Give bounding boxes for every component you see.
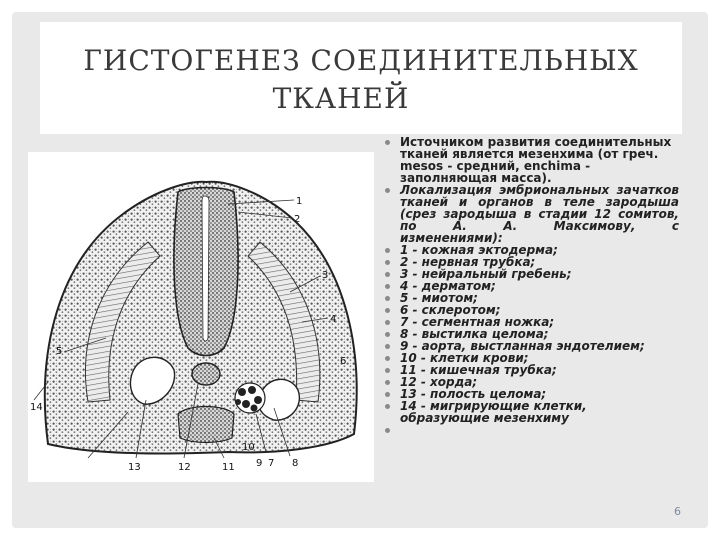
figure-label-1: 1 [296, 196, 303, 207]
figure-label-10: 10 [242, 442, 255, 453]
slide-title-line-1: ГИСТОГЕНЕЗ СОЕДИНИТЕЛЬНЫХ [83, 44, 639, 77]
figure-label-11: 11 [222, 462, 235, 473]
legend-item-8: 8 - выстилка целома; [383, 328, 679, 340]
slide-title [40, 42, 682, 118]
gut-tube [178, 407, 234, 443]
legend-item-4: 4 - дерматом; [383, 280, 679, 292]
legend-item-9: 9 - аорта, выстланная эндотелием; [383, 340, 679, 352]
notochord [192, 363, 220, 385]
legend-item-3: 3 - нейральный гребень; [383, 268, 679, 280]
legend-item-2: 2 - нервная трубка; [383, 256, 679, 268]
embryo-cross-section-figure [28, 152, 374, 482]
figure-label-8: 8 [292, 458, 299, 469]
legend-item-11: 11 - кишечная трубка; [383, 364, 679, 376]
bullet-localization-end: изменениями): [400, 231, 503, 245]
empty-bullet [383, 424, 679, 436]
legend-item-6: 6 - склеротом; [383, 304, 679, 316]
legend-item-1: 1 - кожная эктодерма; [383, 244, 679, 256]
legend-item-5: 5 - миотом; [383, 292, 679, 304]
figure-label-9: 9 [256, 458, 263, 469]
legend-item-10: 10 - клетки крови; [383, 352, 679, 364]
legend-item-12: 12 - хорда; [383, 376, 679, 388]
legend-item-13: 13 - полость целома; [383, 388, 679, 400]
legend-item-7: 7 - сегментная ножка; [383, 316, 679, 328]
legend-item-14: 14 - мигрирующие клетки, образующие мезенхиму [383, 400, 679, 424]
embryo-illustration [28, 152, 374, 482]
bullet-list [383, 136, 679, 436]
slide-title-line-2: ТКАНЕЙ [272, 82, 410, 115]
figure-label-7: 7 [268, 458, 275, 469]
figure-label-3: 3 [322, 270, 329, 281]
figure-label-5: 5 [56, 346, 63, 357]
bullet-localization [383, 184, 679, 244]
page-number: 6 [674, 505, 681, 518]
slide [12, 12, 708, 528]
bullet-localization-text: Локализация эмбриональных зачатков тканей и органов в теле зародыша (срез зародыша в стадии 12 сомитов, по А. А. Максимову, с [400, 183, 679, 233]
figure-label-4: 4 [330, 314, 337, 325]
figure-label-14: 14 [30, 402, 43, 413]
figure-label-13: 13 [128, 462, 141, 473]
figure-label-6: 6 [340, 356, 347, 367]
bullet-intro: Источником развития соединительных тканей является мезенхима (от греч. mesos - средний, enchima - заполняющая масса). [383, 136, 679, 184]
figure-label-12: 12 [178, 462, 191, 473]
content-text-block [383, 136, 679, 528]
title-panel [40, 22, 682, 134]
figure-label-2: 2 [294, 214, 301, 225]
neural-canal [202, 196, 209, 341]
